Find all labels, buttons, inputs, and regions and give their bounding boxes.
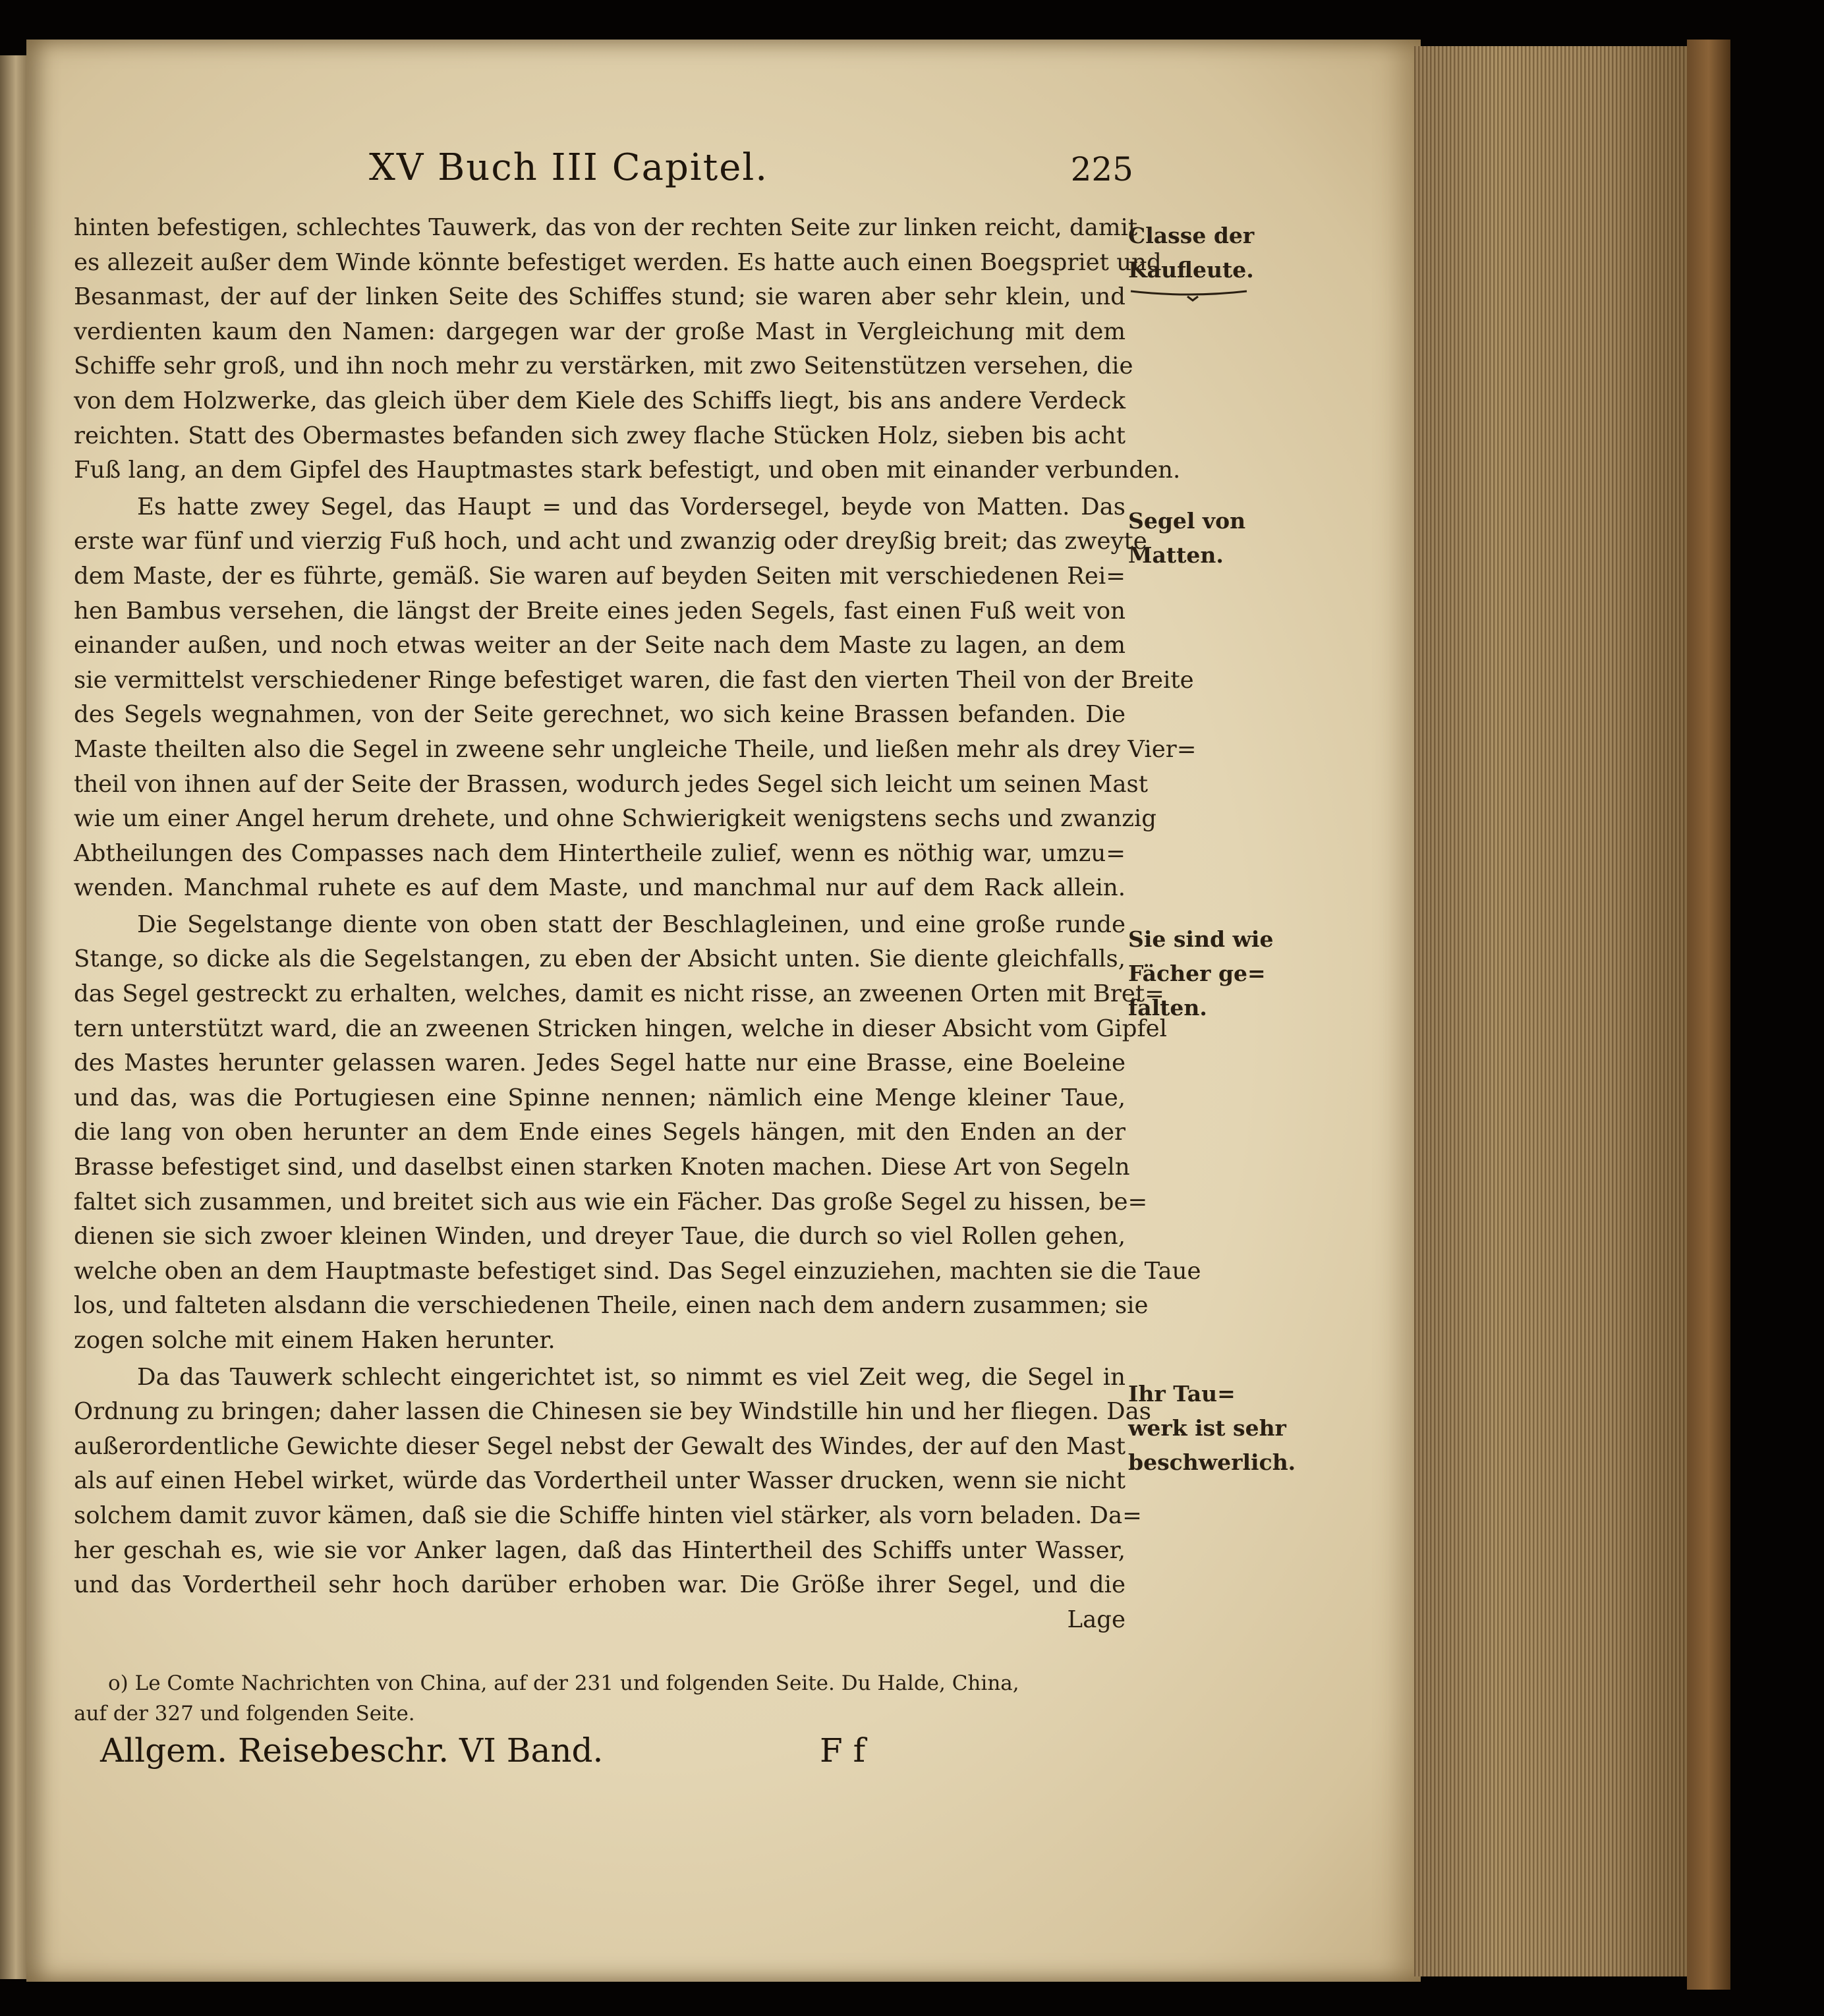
signature-mark: F f	[820, 1731, 866, 1770]
text-line: dienen sie sich zwoer kleinen Winden, und dreyer Taue, die durch so viel Rollen gehen,	[74, 1223, 1126, 1250]
text-line: erste war fünf und vierzig Fuß hoch, und acht und zwanzig oder dreyßig breit; das zweyte	[74, 528, 1147, 555]
text-line: faltet sich zusammen, und breitet sich aus wie ein Fächer. Das große Segel zu hissen, be=	[74, 1188, 1148, 1216]
text-line: wie um einer Angel herum drehete, und ohne Schwierigkeit wenigstens sechs und zwanzig	[74, 805, 1157, 833]
footnote-line: auf der 327 und folgenden Seite.	[74, 1702, 415, 1725]
margin-note-line: Fächer ge=	[1128, 961, 1266, 986]
page-header	[369, 146, 1133, 199]
text-line: hen Bambus versehen, die längst der Breite eines jeden Segels, fast einen Fuß weit von	[74, 597, 1126, 625]
paragraph	[74, 211, 1181, 488]
text-line: das Segel gestreckt zu erhalten, welches, damit es nicht risse, an zweenen Orten mit Bret=	[74, 980, 1164, 1008]
text-line: und das, was die Portugiesen eine Spinne nennen; nämlich eine Menge kleiner Taue,	[74, 1084, 1126, 1111]
text-line: Maste theilten also die Segel in zweene sehr ungleiche Theile, und ließen mehr als drey Vier=	[74, 735, 1197, 763]
text-line: einander außen, und noch etwas weiter an der Seite nach dem Maste zu lagen, an dem	[74, 632, 1126, 659]
text-line: Die Segelstange diente von oben statt der Beschlagleinen, und eine große runde	[137, 910, 1126, 938]
text-line: theil von ihnen auf der Seite der Brassen, wodurch jedes Segel sich leicht um seinen Mast	[74, 770, 1149, 798]
margin-note-line: Ihr Tau=	[1128, 1381, 1236, 1407]
text-line: es allezeit außer dem Winde könnte befestiget werden. Es hatte auch einen Boegspriet und	[74, 248, 1162, 276]
margin-note-line: Segel von	[1128, 508, 1246, 534]
margin-note-line: Classe der	[1128, 223, 1255, 248]
text-line: los, und falteten alsdann die verschiedenen Theile, einen nach dem andern zusammen; sie	[74, 1292, 1149, 1320]
text-line: Es hatte zwey Segel, das Haupt = und das Vordersegel, beyde von Matten. Das	[137, 493, 1126, 520]
text-line: des Segels wegnahmen, von der Seite gerechnet, wo sich keine Brassen befanden. Die	[74, 701, 1126, 729]
page-number: 225	[1070, 150, 1133, 188]
text-line: sie vermittelst verschiedener Ringe befestiget waren, die fast den vierten Theil von der Breite	[74, 666, 1194, 694]
text-line: welche oben an dem Hauptmaste befestiget sind. Das Segel einzuziehen, machten sie die Taue	[74, 1257, 1201, 1285]
text-line: Besanmast, der auf der linken Seite des Schiffes stund; sie waren aber sehr klein, und	[74, 283, 1126, 311]
catchword: Lage	[1067, 1606, 1126, 1633]
text-line: Brasse befestiget sind, und daselbst einen starken Knoten machen. Diese Art von Segeln	[74, 1154, 1130, 1181]
margin-note-line: werk ist sehr	[1128, 1415, 1286, 1441]
margin-note	[1128, 219, 1273, 287]
text-line: von dem Holzwerke, das gleich über dem Kiele des Schiffs liegt, bis ans andere Verdeck	[74, 387, 1126, 414]
text-line: dem Maste, der es führte, gemäß. Sie waren auf beyden Seiten mit verschiedenen Rei=	[74, 562, 1126, 590]
text-line: des Mastes herunter gelassen waren. Jedes Segel hatte nur eine Brasse, eine Boeleine	[74, 1050, 1126, 1077]
printer-signature: Allgem. Reisebeschr. VI Band.	[100, 1731, 604, 1770]
text-line: und das Vordertheil sehr hoch darüber erhoben war. Die Größe ihrer Segel, und die	[74, 1571, 1126, 1599]
text-line: die lang von oben herunter an dem Ende eines Segels hängen, mit den Enden an der	[74, 1119, 1126, 1146]
footnote	[74, 1668, 1126, 1729]
text-line: hinten befestigen, schlechtes Tauwerk, das von der rechten Seite zur linken reicht, damit	[74, 214, 1138, 241]
page-block-edges	[1414, 46, 1691, 1976]
text-line: wenden. Manchmal ruhete es auf dem Maste, und manchmal nur auf dem Rack allein.	[74, 874, 1126, 902]
text-line: Schiffe sehr groß, und ihn noch mehr zu verstärken, mit zwo Seitenstützen versehen, die	[74, 352, 1133, 380]
text-line: solchem damit zuvor kämen, daß sie die Schiffe hinten viel stärker, als vorn beladen. Da=	[74, 1501, 1142, 1529]
text-line: Da das Tauwerk schlecht eingerichtet ist, so nimmt es viel Zeit weg, die Segel in	[137, 1363, 1126, 1391]
margin-note	[1128, 1377, 1296, 1480]
text-line: verdienten kaum den Namen: dargegen war der große Mast in Vergleichung mit dem	[74, 318, 1126, 345]
text-line: zogen solche mit einem Haken herunter.	[74, 1327, 556, 1354]
text-line: Ordnung zu bringen; daher lassen die Chinesen sie bey Windstille hin und her fliegen. Das	[74, 1398, 1151, 1426]
paragraph	[74, 1360, 1151, 1638]
text-line: Abtheilungen des Compasses nach dem Hintertheile zulief, wenn es nöthig war, umzu=	[74, 839, 1126, 867]
margin-note	[1128, 504, 1273, 573]
text-line: als auf einen Hebel wirket, würde das Vordertheil unter Wasser drucken, wenn sie nicht	[74, 1467, 1126, 1495]
footnote-line: o) Le Comte Nachrichten von China, auf der 231 und folgenden Seite. Du Halde, China,	[108, 1671, 1019, 1695]
text-line: Stange, so dicke als die Segelstangen, zu eben der Absicht unten. Sie diente gleichfalls,	[74, 945, 1126, 973]
margin-note-bracket	[1129, 290, 1248, 302]
margin-note-line: Matten.	[1128, 542, 1224, 568]
margin-note	[1128, 922, 1273, 1025]
running-head: XV Buch III Capitel.	[369, 146, 769, 189]
text-line: reichten. Statt des Obermastes befanden sich zwey flache Stücken Holz, sieben bis acht	[74, 422, 1126, 449]
text-line: her geschah es, wie sie vor Anker lagen, daß das Hintertheil des Schiffs unter Wasser,	[74, 1536, 1126, 1564]
margin-note-line: falten.	[1128, 995, 1207, 1021]
binding-board-edge	[1687, 40, 1730, 1990]
text-line: Fuß lang, an dem Gipfel des Hauptmastes stark befestigt, und oben mit einander verbunden.	[74, 457, 1181, 484]
text-line: außerordentliche Gewichte dieser Segel nebst der Gewalt des Windes, der auf den Mast	[74, 1432, 1126, 1460]
text-line: tern unterstützt ward, die an zweenen Stricken hingen, welche in dieser Absicht vom Gipfel	[74, 1015, 1167, 1042]
margin-note-line: Kaufleute.	[1128, 257, 1254, 283]
facing-page-edge	[0, 55, 26, 1979]
margin-note-line: beschwerlich.	[1128, 1449, 1296, 1475]
margin-note-line: Sie sind wie	[1128, 926, 1274, 952]
